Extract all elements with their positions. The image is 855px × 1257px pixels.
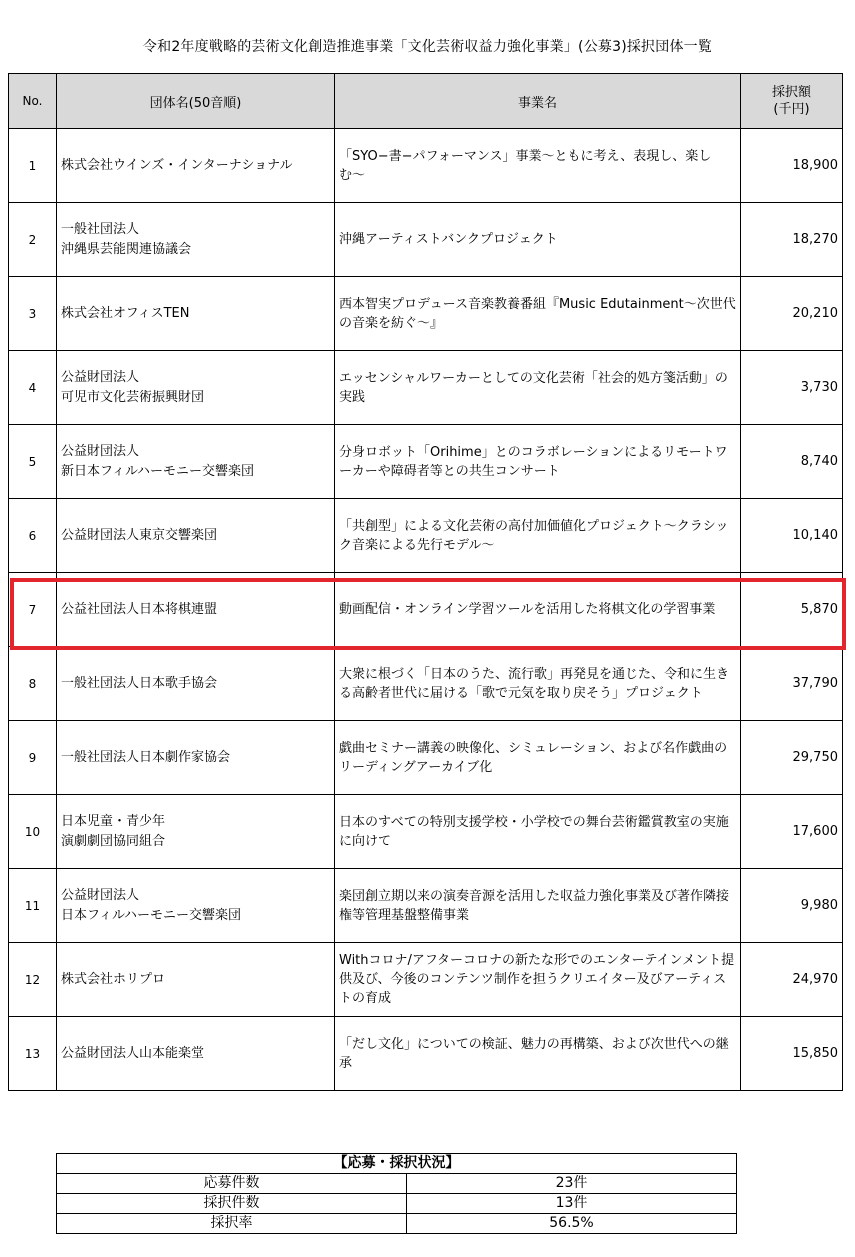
table-row <box>9 1017 843 1091</box>
row-number: 10 <box>9 795 57 869</box>
summary-row <box>57 1194 737 1214</box>
row-number: 4 <box>9 351 57 425</box>
organization-name: 公益財団法人 日本フィルハーモニー交響楽団 <box>57 869 335 943</box>
project-name: エッセンシャルワーカーとしての文化芸術「社会的処方箋活動」の実践 <box>335 351 741 425</box>
organization-name: 日本児童・青少年 演劇劇団協同組合 <box>57 795 335 869</box>
adoption-table <box>8 73 843 1091</box>
table-row <box>9 499 843 573</box>
summary-value: 23件 <box>407 1174 737 1194</box>
project-name: 「SYO−書−パフォーマンス」事業〜ともに考え、表現し、楽しむ〜 <box>335 129 741 203</box>
row-number: 11 <box>9 869 57 943</box>
project-name: Withコロナ/アフターコロナの新たな形でのエンターテインメント提供及び、今後のコンテンツ制作を担うクリエイター及びアーティストの育成 <box>335 943 741 1017</box>
page-title: 令和2年度戦略的芸術文化創造推進事業「文化芸術収益力強化事業」(公募3)採択団体一覧 <box>142 39 713 55</box>
project-name: 日本のすべての特別支援学校・小学校での舞台芸術鑑賞教室の実施に向けて <box>335 795 741 869</box>
organization-name: 一般社団法人日本劇作家協会 <box>57 721 335 795</box>
adopted-amount: 37,790 <box>741 647 843 721</box>
adopted-amount: 18,900 <box>741 129 843 203</box>
row-number: 8 <box>9 647 57 721</box>
table-row <box>9 277 843 351</box>
organization-name: 公益社団法人日本将棋連盟 <box>57 573 335 647</box>
summary-label: 採択率 <box>57 1214 407 1234</box>
table-header-row <box>9 74 843 129</box>
project-name: 「共創型」による文化芸術の高付加価値化プロジェクト〜クラシック音楽による先行モデル〜 <box>335 499 741 573</box>
project-name: 動画配信・オンライン学習ツールを活用した将棋文化の学習事業 <box>335 573 741 647</box>
table-row <box>9 129 843 203</box>
table-row <box>9 943 843 1017</box>
summary-row <box>57 1174 737 1194</box>
summary-label: 採択件数 <box>57 1194 407 1214</box>
column-header-org: 団体名(50音順) <box>57 74 335 129</box>
project-name: 大衆に根づく「日本のうた、流行歌」再発見を通じた、令和に生きる高齢者世代に届ける「歌で元気を取り戻そう」プロジェクト <box>335 647 741 721</box>
column-header-project: 事業名 <box>335 74 741 129</box>
project-name: 「だし文化」についての検証、魅力の再構築、および次世代への継承 <box>335 1017 741 1091</box>
project-name: 西本智実プロデュース音楽教養番組『Music Edutainment〜次世代の音楽を紡ぐ〜』 <box>335 277 741 351</box>
adopted-amount: 15,850 <box>741 1017 843 1091</box>
summary-table <box>56 1153 737 1234</box>
row-number: 7 <box>9 573 57 647</box>
row-number: 13 <box>9 1017 57 1091</box>
row-number: 6 <box>9 499 57 573</box>
table-row <box>9 721 843 795</box>
summary-value: 13件 <box>407 1194 737 1214</box>
adopted-amount: 18,270 <box>741 203 843 277</box>
project-name: 分身ロボット「Orihime」とのコラボレーションによるリモートワーカーや障碍者等との共生コンサート <box>335 425 741 499</box>
project-name: 楽団創立期以来の演奏音源を活用した収益力強化事業及び著作隣接権等管理基盤整備事業 <box>335 869 741 943</box>
adopted-amount: 29,750 <box>741 721 843 795</box>
adopted-amount: 5,870 <box>741 573 843 647</box>
project-name: 沖縄アーティストバンクプロジェクト <box>335 203 741 277</box>
organization-name: 公益財団法人 可児市文化芸術振興財団 <box>57 351 335 425</box>
adopted-amount: 3,730 <box>741 351 843 425</box>
table-row <box>9 425 843 499</box>
row-number: 3 <box>9 277 57 351</box>
organization-name: 一般社団法人 沖縄県芸能関連協議会 <box>57 203 335 277</box>
organization-name: 公益財団法人山本能楽堂 <box>57 1017 335 1091</box>
adopted-amount: 20,210 <box>741 277 843 351</box>
project-name: 戯曲セミナー講義の映像化、シミュレーション、および名作戯曲のリーディングアーカイブ化 <box>335 721 741 795</box>
organization-name: 株式会社ホリプロ <box>57 943 335 1017</box>
row-number: 9 <box>9 721 57 795</box>
column-header-amount: 採択額 (千円) <box>741 74 843 129</box>
organization-name: 公益財団法人東京交響楽団 <box>57 499 335 573</box>
table-row <box>9 573 843 647</box>
row-number: 2 <box>9 203 57 277</box>
table-row <box>9 869 843 943</box>
column-header-no: No. <box>9 74 57 129</box>
adopted-amount: 9,980 <box>741 869 843 943</box>
summary-label: 応募件数 <box>57 1174 407 1194</box>
adopted-amount: 10,140 <box>741 499 843 573</box>
table-row <box>9 795 843 869</box>
organization-name: 一般社団法人日本歌手協会 <box>57 647 335 721</box>
summary-heading: 【応募・採択状況】 <box>57 1154 737 1174</box>
row-number: 1 <box>9 129 57 203</box>
row-number: 5 <box>9 425 57 499</box>
summary-row <box>57 1214 737 1234</box>
table-row <box>9 203 843 277</box>
table-row <box>9 647 843 721</box>
adopted-amount: 8,740 <box>741 425 843 499</box>
summary-value: 56.5% <box>407 1214 737 1234</box>
table-row <box>9 351 843 425</box>
adopted-amount: 17,600 <box>741 795 843 869</box>
organization-name: 株式会社ウインズ・インターナショナル <box>57 129 335 203</box>
row-number: 12 <box>9 943 57 1017</box>
adopted-amount: 24,970 <box>741 943 843 1017</box>
organization-name: 株式会社オフィスTEN <box>57 277 335 351</box>
organization-name: 公益財団法人 新日本フィルハーモニー交響楽団 <box>57 425 335 499</box>
